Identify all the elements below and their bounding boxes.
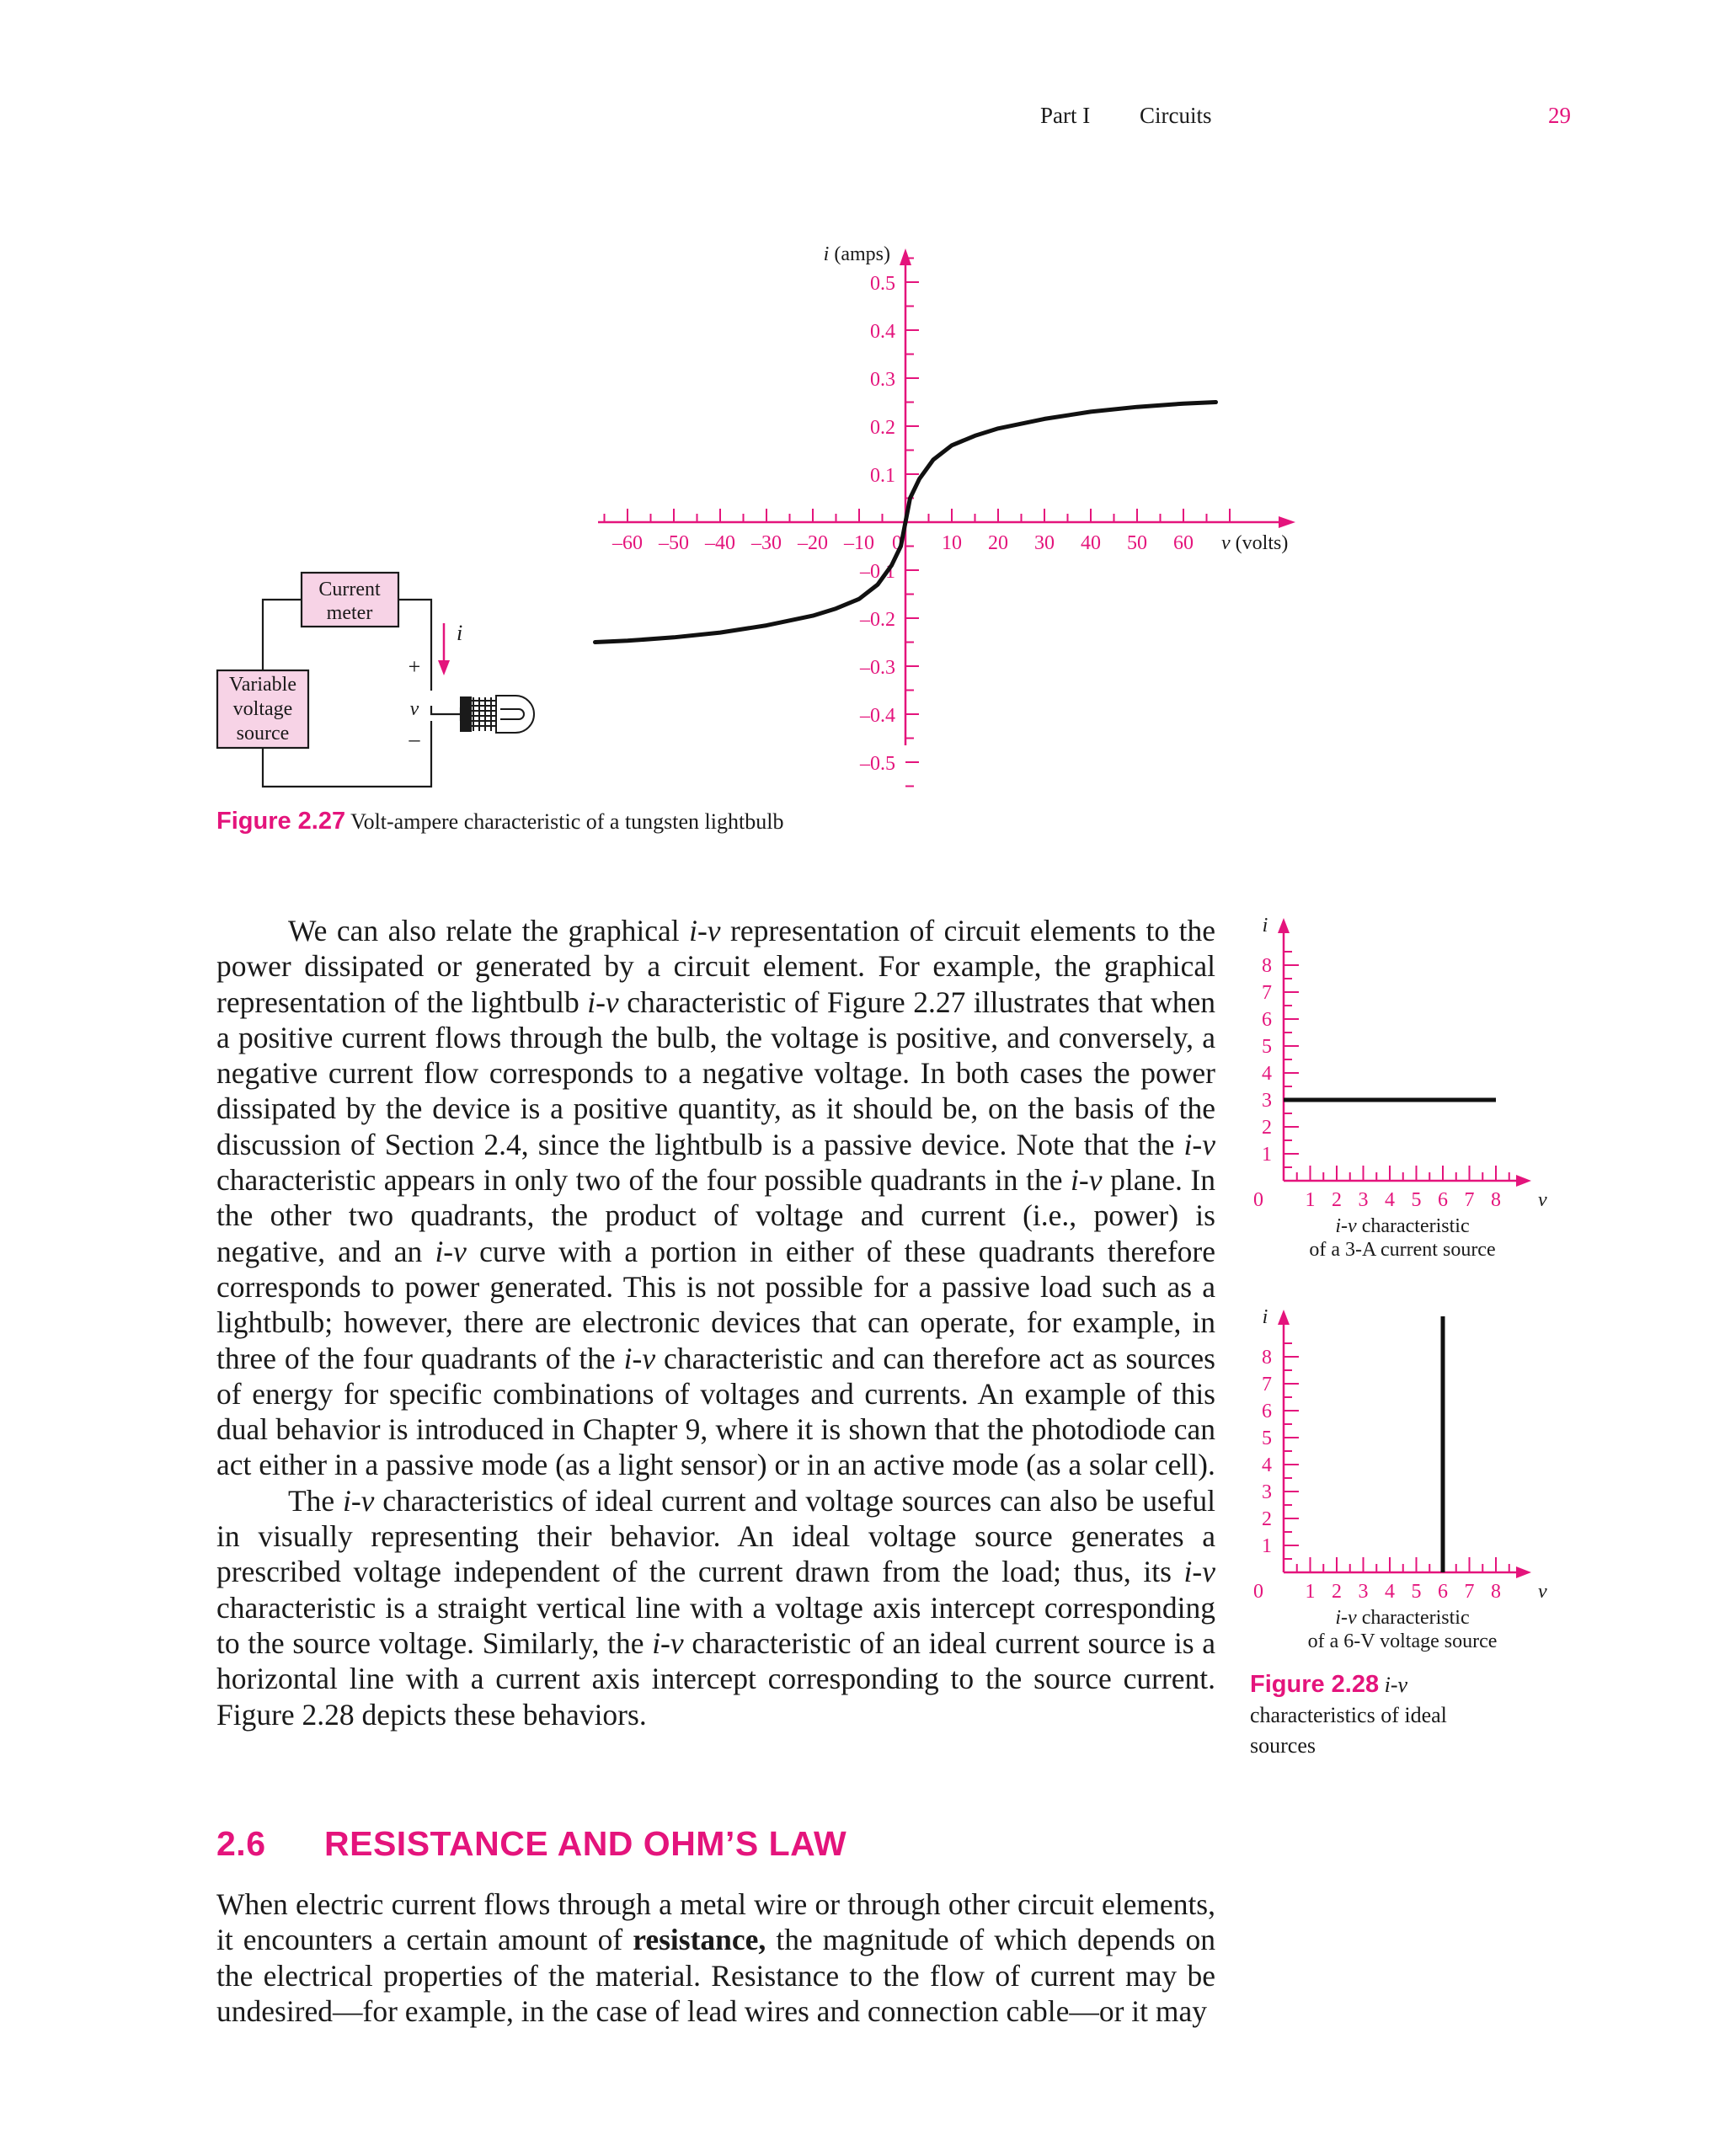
- x-tick-label: 2: [1332, 1189, 1342, 1211]
- y-axis-label: i: [1262, 1306, 1268, 1328]
- source-label-1: Variable: [229, 674, 296, 696]
- meter-label-2: meter: [326, 602, 373, 624]
- p2-iv-2: i-v: [1183, 1555, 1215, 1589]
- x-axis-label: v (volts): [1221, 532, 1289, 554]
- x-tick-label: 20: [988, 532, 1008, 554]
- y-tick-label: 1: [1262, 1535, 1272, 1557]
- chart-caption-line2: of a 6-V voltage source: [1307, 1630, 1498, 1652]
- chart-caption-line1: i-v characteristic: [1335, 1215, 1470, 1237]
- x-axis-label: v: [1538, 1189, 1547, 1211]
- x-tick-label: 10: [942, 532, 962, 554]
- paragraph-2: [216, 1483, 1215, 1732]
- y-tick-label: 5: [1262, 1428, 1272, 1449]
- paragraph-3: [216, 1886, 1215, 2029]
- x-tick-label: –60: [612, 532, 643, 554]
- x-tick-label: 3: [1358, 1581, 1369, 1603]
- p3-a: When electric current flows through a metal wire or through other circuit elements, it encounters a certain amount of: [216, 1887, 1215, 1957]
- p1-g: characteristic and can therefore act as sources of energy for specific combinations of voltages and currents. An example of this dual behavior is introduced in Chapter 9, where it is shown that the photodiode can act either in a passive mode (as a light sensor) or in an active mode (as a solar cell).: [216, 1341, 1215, 1482]
- x-axis-arrowhead: [1516, 1175, 1531, 1187]
- x-tick-label: 5: [1411, 1189, 1422, 1211]
- y-tick-label: 8: [1262, 1347, 1272, 1369]
- x-tick-label: 0: [892, 532, 902, 554]
- p1-iv-4: i-v: [1071, 1163, 1103, 1198]
- x-tick-label: –50: [659, 532, 689, 554]
- y-tick-label: –0.1: [860, 561, 895, 583]
- p1-c: characteristic of Figure 2.27 illustrates that when a positive current flows through the bulb, the voltage is positive, and conversely, a negative current flow corresponds to a negative voltage. In both cases the power dissipated by the device is a positive quantity, as it should be, on the basis of the discussion of Section 2.4, since the lightbulb is a passive device. Note that the: [216, 985, 1215, 1161]
- x-tick-label: 4: [1385, 1189, 1395, 1211]
- x-tick-label: –20: [798, 532, 828, 554]
- meter-label-1: Current: [318, 579, 381, 600]
- p1-f: curve with a portion in either of these quadrants therefore corresponds to power generated. This is not possible for a passive load such as a lightbulb; however, there are electronic devices that can operate, for example, in three of the four quadrants of the: [216, 1234, 1215, 1375]
- chart-caption-line2: of a 3-A current source: [1309, 1239, 1496, 1261]
- y-tick-label: 2: [1262, 1117, 1272, 1139]
- p2-b: characteristics of ideal current and voltage sources can also be useful in visually representing their behavior. An ideal voltage source generates a prescribed voltage independent of the current drawn from the load; thus, its: [216, 1483, 1215, 1589]
- p3-bold-term: resistance,: [633, 1923, 766, 1957]
- figure-2-27-caption-text: Volt-ampere characteristic of a tungsten lightbulb: [350, 809, 784, 834]
- x-tick-label: 8: [1491, 1581, 1501, 1603]
- y-tick-label: 7: [1262, 1374, 1272, 1396]
- x-tick-label: 50: [1127, 532, 1147, 554]
- figure-2-28-caption-iv: i-v: [1384, 1673, 1408, 1697]
- x-tick-label: 60: [1173, 532, 1194, 554]
- figure-2-27-label: Figure 2.27: [216, 808, 346, 835]
- y-tick-label: 4: [1262, 1063, 1272, 1085]
- y-axis-label: i: [1262, 915, 1268, 937]
- x-axis-arrowhead: [1279, 516, 1295, 528]
- p3-b: the magnitude of which depends on the electrical properties of the material. Resistance to the flow of current may be undesired—for example, in the case of lead wires and connection cable—or it may: [216, 1923, 1215, 2028]
- x-tick-label: –30: [751, 532, 782, 554]
- y-tick-label: –0.5: [860, 753, 895, 775]
- current-symbol: i: [457, 621, 463, 645]
- x-tick-label: 8: [1491, 1189, 1501, 1211]
- x-tick-label: 6: [1438, 1581, 1448, 1603]
- figure-2-27-caption: [216, 808, 783, 835]
- y-tick-label: 3: [1262, 1481, 1272, 1503]
- section-number: 2.6: [216, 1824, 266, 1863]
- x-tick-label: –10: [844, 532, 874, 554]
- x-tick-label: 2: [1332, 1581, 1342, 1603]
- figure-2-28-caption: [1250, 1669, 1503, 1761]
- y-tick-label: 2: [1262, 1508, 1272, 1530]
- chart-caption-line1: i-v characteristic: [1335, 1607, 1470, 1629]
- x-tick-label: –40: [705, 532, 735, 554]
- figure-2-27-chart: [581, 240, 1322, 787]
- y-tick-label: –0.3: [860, 657, 895, 679]
- source-label-2: voltage: [232, 698, 293, 720]
- y-tick-label: 0.4: [870, 321, 895, 343]
- current-arrowhead-icon: [438, 660, 450, 675]
- figure-2-28-label: Figure 2.28: [1250, 1671, 1380, 1698]
- x-tick-label: 40: [1081, 532, 1101, 554]
- figure-2-28-current-source-chart: [1247, 910, 1550, 1280]
- y-tick-label: 8: [1262, 955, 1272, 977]
- x-tick-label: 30: [1034, 532, 1055, 554]
- x-axis-label: v: [1538, 1581, 1547, 1603]
- p1-iv-5: i-v: [435, 1234, 467, 1268]
- figure-2-28-voltage-source-chart: [1247, 1301, 1550, 1672]
- y-tick-label: –0.2: [860, 609, 895, 631]
- x-tick-label: 7: [1464, 1189, 1475, 1211]
- header-section: Circuits: [1140, 103, 1212, 128]
- section-paragraph: [216, 1886, 1215, 2029]
- p1-iv-1: i-v: [689, 914, 721, 947]
- source-label-3: source: [236, 723, 290, 744]
- p2-d: characteristic of an ideal current source is a horizontal line with a current axis intercept corresponding to the source current. Figure 2.28 depicts these behaviors.: [216, 1625, 1215, 1732]
- x-tick-label: 1: [1305, 1189, 1316, 1211]
- p1-iv-3: i-v: [1183, 1127, 1215, 1161]
- page-number: 29: [1548, 103, 1571, 128]
- y-tick-label: 4: [1262, 1454, 1272, 1476]
- section-heading: [216, 1824, 846, 1864]
- p1-a: We can also relate the graphical: [288, 914, 690, 947]
- body-paragraphs: [216, 913, 1215, 1732]
- paragraph-1: [216, 913, 1215, 1483]
- p2-c: characteristic is a straight vertical line with a voltage axis intercept corresponding to the source voltage. Similarly, the: [216, 1590, 1215, 1660]
- x-axis-arrowhead: [1516, 1566, 1531, 1578]
- y-tick-label: 0.5: [870, 273, 895, 295]
- y-axis-label: i (amps): [823, 243, 890, 265]
- voltage-symbol: v: [409, 698, 419, 720]
- p1-e: plane. In the other two quadrants, the product of voltage and current (i.e., power) is negative, and an: [216, 1163, 1215, 1268]
- y-axis-arrowhead: [1278, 918, 1290, 933]
- y-tick-label: –0.4: [860, 705, 895, 727]
- y-tick-label: 0.3: [870, 369, 895, 391]
- y-tick-label: 1: [1262, 1144, 1272, 1166]
- x-tick-label: 6: [1438, 1189, 1448, 1211]
- x-tick-label: 5: [1411, 1581, 1422, 1603]
- lightbulb-icon: [461, 696, 534, 733]
- minus-sign: –: [409, 727, 420, 751]
- y-axis-arrowhead: [1278, 1310, 1290, 1325]
- y-tick-label: 3: [1262, 1090, 1272, 1112]
- origin-label: 0: [1253, 1189, 1263, 1211]
- p1-b: representation of circuit elements to the power dissipated or generated by a circuit element. For example, the graphical representation of the lightbulb: [216, 914, 1215, 1019]
- y-tick-label: 0.1: [870, 465, 895, 487]
- figure-2-27-circuit: [202, 556, 556, 808]
- p2-a: The: [288, 1483, 343, 1518]
- x-tick-label: 4: [1385, 1581, 1395, 1603]
- p2-iv-3: i-v: [652, 1625, 684, 1660]
- plus-sign: +: [408, 654, 421, 679]
- y-axis-arrowhead: [900, 248, 911, 265]
- section-title: RESISTANCE AND OHM’S LAW: [324, 1824, 847, 1863]
- y-tick-label: 6: [1262, 1009, 1272, 1031]
- p1-iv-2: i-v: [587, 985, 619, 1019]
- y-tick-label: 6: [1262, 1401, 1272, 1422]
- p2-iv-1: i-v: [342, 1483, 375, 1518]
- p1-d: characteristic appears in only two of the four possible quadrants in the: [216, 1163, 1071, 1198]
- y-tick-label: 5: [1262, 1036, 1272, 1058]
- y-tick-label: 7: [1262, 982, 1272, 1004]
- y-tick-label: 0.2: [870, 417, 895, 439]
- x-tick-label: 7: [1464, 1581, 1475, 1603]
- figure-2-28-caption-line2: sources: [1250, 1733, 1316, 1758]
- figure-2-28-caption-line1: characteristics of ideal: [1250, 1703, 1447, 1727]
- x-tick-label: 3: [1358, 1189, 1369, 1211]
- p1-iv-6: i-v: [623, 1341, 656, 1375]
- x-tick-label: 1: [1305, 1581, 1316, 1603]
- header-part: Part I: [1040, 103, 1091, 128]
- origin-label: 0: [1253, 1581, 1263, 1603]
